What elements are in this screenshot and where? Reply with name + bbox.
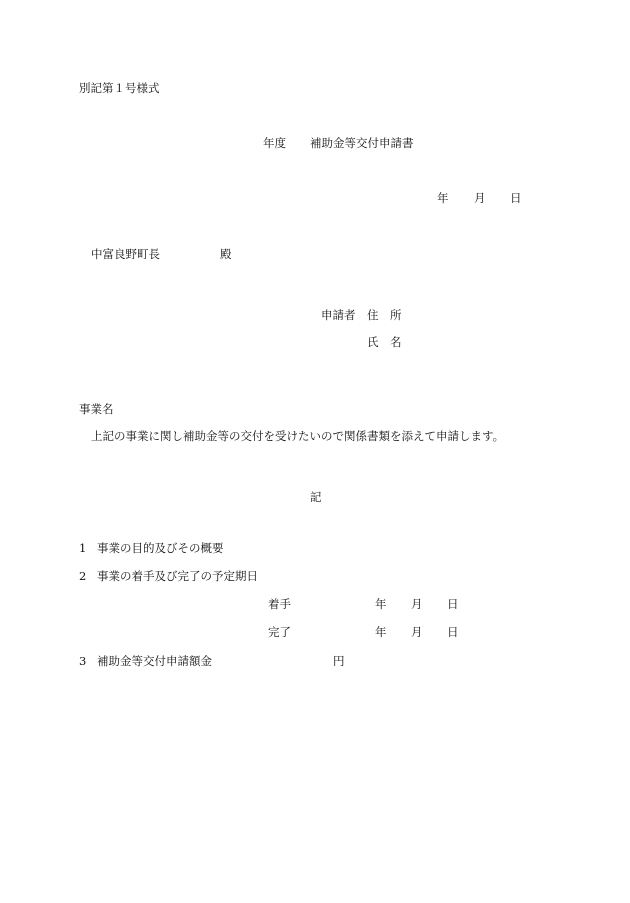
form-number: 別記第１号様式 <box>79 81 160 95</box>
schedule-end-day: 日 <box>447 625 459 639</box>
schedule-start-month: 月 <box>411 597 423 611</box>
date-year: 年 <box>437 191 449 205</box>
item-1-number: 1 <box>79 541 87 555</box>
item-1-text: 事業の目的及びその概要 <box>97 541 224 555</box>
schedule-start-day: 日 <box>447 597 459 611</box>
date-day: 日 <box>510 191 522 205</box>
date-month: 月 <box>474 191 486 205</box>
page-title: 補助金等交付申請書 <box>310 136 414 150</box>
body-text: 上記の事業に関し補助金等の交付を受けたいので関係書類を添えて申請します。 <box>91 429 505 443</box>
project-name-label: 事業名 <box>79 402 114 416</box>
title-year: 年度 <box>263 136 286 150</box>
applicant-address-label: 住 所 <box>367 308 402 322</box>
schedule-end-label: 完了 <box>268 625 291 639</box>
ki-heading: 記 <box>310 490 322 504</box>
item-2-number: 2 <box>79 569 87 583</box>
yen-label: 円 <box>333 654 345 668</box>
schedule-end-month: 月 <box>411 625 423 639</box>
schedule-start-label: 着手 <box>268 597 291 611</box>
applicant-label: 申請者 <box>321 308 356 322</box>
schedule-start-year: 年 <box>375 597 387 611</box>
item-3-number: 3 <box>79 654 87 668</box>
addressee-name: 中富良野町長 <box>91 247 160 261</box>
addressee-honorific: 殿 <box>220 247 232 261</box>
schedule-end-year: 年 <box>375 625 387 639</box>
item-3-text: 補助金等交付申請額金 <box>97 654 212 668</box>
item-2-text: 事業の着手及び完了の予定期日 <box>97 569 258 583</box>
applicant-name-label: 氏 名 <box>367 335 402 349</box>
